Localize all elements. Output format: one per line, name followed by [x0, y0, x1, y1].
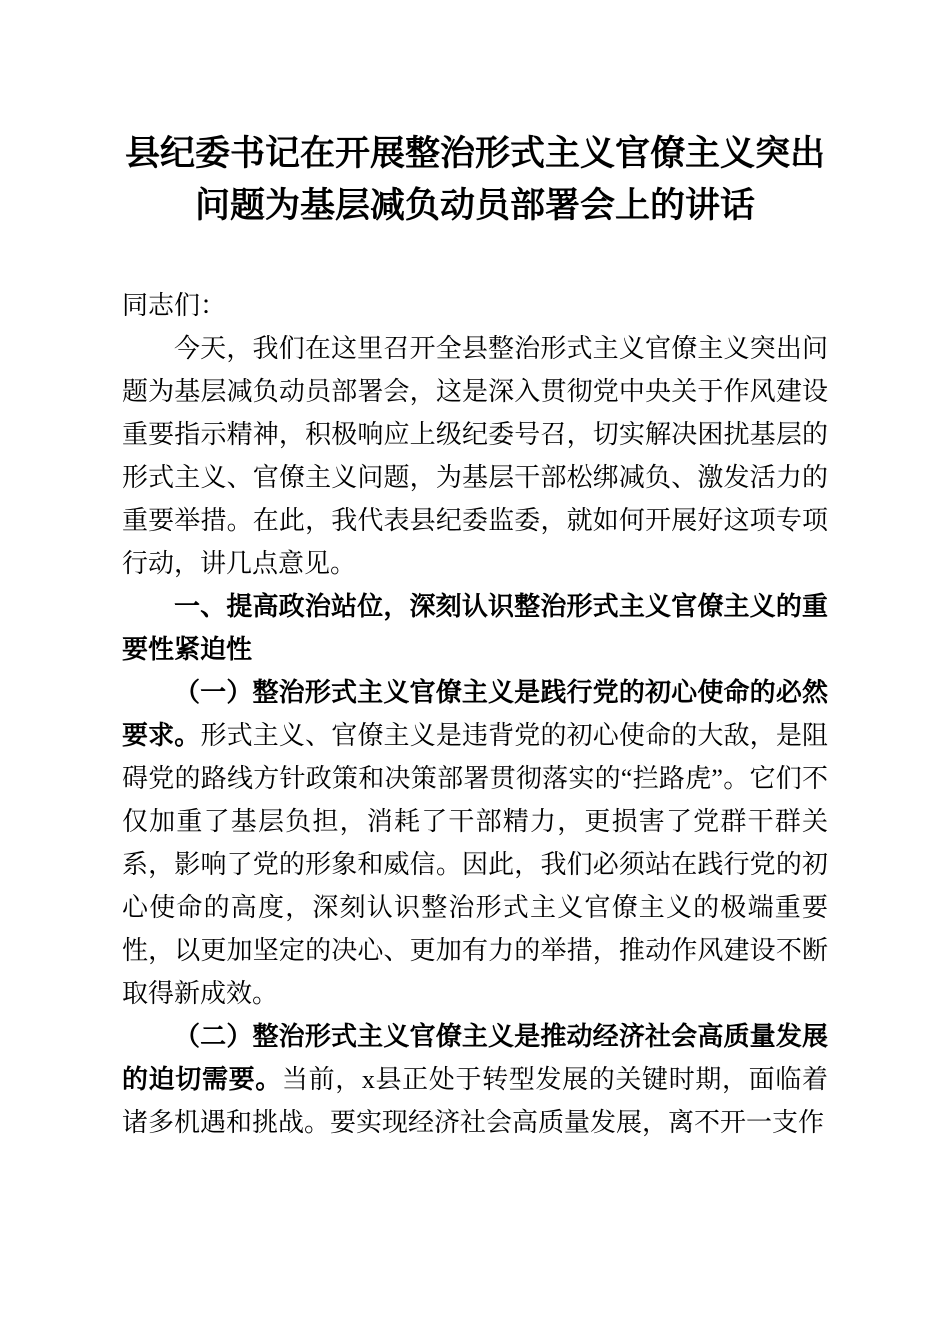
paragraph — [122, 585, 828, 671]
document-body — [122, 284, 828, 1144]
title-line: 县纪委书记在开展整治形式主义官僚主义突出 — [124, 134, 825, 173]
paragraph-text: 今天，我们在这里召开全县整治形式主义官僚主义突出问题为基层减负动员部署会，这是深入贯彻党中央关于作风建设重要指示精神，积极响应上级纪委号召，切实解决困扰基层的形式主义、官僚主义问题，为基层干部松绑减负、激发活力的重要举措。在此，我代表县纪委监委，就如何开展好这项专项行动，讲几点意见。 — [122, 334, 828, 578]
paragraph — [122, 284, 828, 327]
paragraph — [122, 327, 828, 585]
paragraph — [122, 1015, 828, 1144]
paragraph-text: 形式主义、官僚主义是违背党的初心使命的大敌，是阻碍党的路线方针政策和决策部署贯彻落实的“拦路虎”。它们不仅加重了基层负担，消耗了干部精力，更损害了党群干群关系，影响了党的形象和威信。因此，我们必须站在践行党的初心使命的高度，深刻认识整治形式主义官僚主义的极端重要性，以更加坚定的决心、更加有力的举措，推动作风建设不断取得新成效。 — [122, 721, 828, 1008]
paragraph — [122, 671, 828, 1015]
paragraph-lead-text: 一、提高政治站位，深刻认识整治形式主义官僚主义的重要性紧迫性 — [122, 592, 828, 664]
paragraph-lead-text: （一）整治形式主义官僚主义是践行党的初心使命的必然要求。 — [122, 678, 828, 750]
paragraph-text: 同志们： — [122, 291, 227, 320]
paragraph-text: 当前，x县正处于转型发展的关键时期，面临着诸多机遇和挑战。要实现经济社会高质量发展，离不开一支作 — [122, 1065, 828, 1137]
title-line: 问题为基层减负动员部署会上的讲话 — [194, 186, 755, 225]
document-title — [122, 128, 828, 232]
paragraph-lead-text: （二）整治形式主义官僚主义是推动经济社会高质量发展的迫切需要。 — [122, 1022, 828, 1094]
